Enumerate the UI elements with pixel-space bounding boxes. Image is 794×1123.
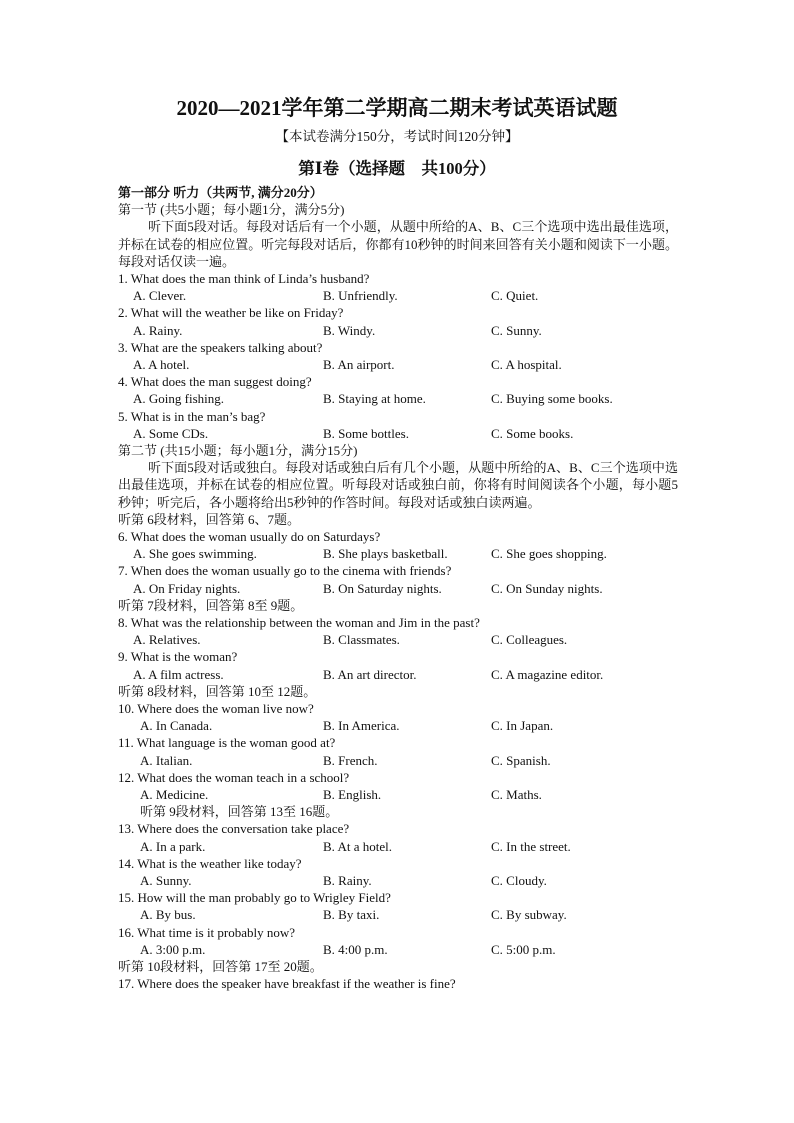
question-10: 10. Where does the woman live now? [118,700,314,716]
question-12: 12. What does the woman teach in a school? [118,769,350,785]
options-1 [118,287,678,304]
question-2: 2. What will the weather be like on Friday? [118,305,344,321]
question-1: 1. What does the man think of Linda’s husband? [118,271,370,287]
option-a: A. 3:00 p.m. [140,941,206,957]
option-a: A. On Friday nights. [133,580,241,596]
options-11 [118,752,678,769]
question-7: 7. When does the woman usually go to the cinema with friends? [118,563,452,579]
option-a: A. A hotel. [133,357,190,372]
option-a: A. Medicine. [140,786,209,802]
option-c: C. In the street. [491,838,571,854]
section2-instructions: 听下面5段对话或独白。每段对话或独白后有几个小题，从题中所给的A、B、C三个选项中选出最佳选项，并标在试卷的相应位置。听每段对话或独白前，你将有时间阅读各个小题，每小题5秒钟；听完后，各小题将给出5秒钟的作答时间。每段对话或独白读两遍。 [118,460,678,510]
option-c: C. Cloudy. [491,872,547,888]
volume-heading: 第Ⅰ卷（选择题 共100分） [298,159,496,178]
option-a: A. Going fishing. [133,391,224,407]
option-b: B. On Saturday nights. [323,580,442,596]
question-15: 15. How will the man probably go to Wrigley Field? [118,890,391,906]
option-c: C. She goes shopping. [491,546,607,562]
question-9: 9. What is the woman? [118,649,238,665]
question-6: 6. What does the woman usually do on Saturdays? [118,528,381,544]
material-9-note: 听第 9段材料，回答第 13至 16题。 [140,804,339,820]
option-b: B. Windy. [323,322,376,338]
options-2 [118,322,678,339]
option-a: A. In Canada. [140,718,213,734]
option-c: C. Sunny. [491,322,542,338]
options-12 [118,786,678,803]
option-c: C. By subway. [491,907,567,923]
options-9 [118,666,678,683]
option-a: A. Rainy. [133,322,183,338]
material-6-note: 听第 6段材料，回答第 6、7题。 [118,511,301,527]
question-14: 14. What is the weather like today? [118,855,302,871]
question-4: 4. What does the man suggest doing? [118,374,312,390]
part1-heading: 第一部分 听力（共两节, 满分20分） [118,185,323,200]
option-c: C. Spanish. [491,752,551,768]
option-c: C. Maths. [491,786,542,802]
option-c: C. Colleagues. [491,632,568,648]
material-7-note: 听第 7段材料，回答第 8至 9题。 [118,597,304,613]
exam-title: 2020—2021学年第二学期高二期末考试英语试题 [176,96,618,120]
question-5: 5. What is in the man’s bag? [118,408,266,424]
option-c: C. Quiet. [491,288,539,304]
option-b: B. By taxi. [323,907,380,923]
question-8: 8. What was the relationship between the woman and Jim in the past? [118,614,480,630]
exam-subtitle: 【本试卷满分150分，考试时间120分钟】 [275,129,519,144]
option-a: A. In a park. [140,838,206,854]
option-c: C. On Sunday nights. [491,580,603,596]
option-a: A. Sunny. [140,872,192,888]
material-10-note: 听第 10段材料，回答第 17至 20题。 [118,958,323,974]
options-4 [118,390,678,407]
option-a: A. By bus. [140,907,196,923]
option-b: B. Rainy. [323,872,372,888]
options-10 [118,717,678,734]
section2-heading: 第二节 (共15小题；每小题1分，满分15分) [118,442,358,458]
option-b: B. Some bottles. [323,425,409,441]
options-13 [118,838,678,855]
options-8 [118,631,678,648]
option-b: B. Classmates. [323,632,400,648]
option-b: B. At a hotel. [323,838,392,854]
option-c: C. In Japan. [491,718,554,734]
option-c: C. A magazine editor. [491,666,604,682]
option-b: B. Unfriendly. [323,288,398,304]
option-c: C. Some books. [491,425,574,441]
option-a: A. Clever. [133,288,187,304]
option-a: A. Some CDs. [133,425,209,441]
option-b: B. English. [323,786,382,802]
option-b: B. An airport. [323,357,395,372]
option-a: A. Relatives. [133,632,201,648]
options-14 [118,872,678,889]
option-a: A. She goes swimming. [133,546,257,562]
question-11: 11. What language is the woman good at? [118,735,336,751]
question-3: 3. What are the speakers talking about? [118,339,323,355]
option-b: B. An art director. [323,666,417,682]
question-13: 13. Where does the conversation take place? [118,821,350,837]
option-c: C. 5:00 p.m. [491,941,556,957]
options-5 [118,425,678,442]
option-a: A. Italian. [140,752,193,768]
option-c: C. Buying some books. [491,391,613,407]
options-3 [118,356,678,373]
options-15 [118,906,678,923]
option-b: B. In America. [323,718,400,734]
option-b: B. 4:00 p.m. [323,941,388,957]
options-7 [118,580,678,597]
options-16 [118,941,678,958]
question-16: 16. What time is it probably now? [118,924,296,940]
section1-heading: 第一节 (共5小题；每小题1分，满分5分) [118,202,345,218]
section1-instructions: 听下面5段对话。每段对话后有一个小题，从题中所给的A、B、C三个选项中选出最佳选项，并标在试卷的相应位置。听完每段对话后，你都有10秒钟的时间来回答有关小题和阅读下一小题。每段对话仅读一遍。 [118,219,678,269]
option-b: B. French. [323,752,378,768]
exam-body [118,184,678,992]
material-8-note: 听第 8段材料，回答第 10至 12题。 [118,683,317,699]
question-17: 17. Where does the speaker have breakfast if the weather is fine? [118,976,456,992]
option-b: B. Staying at home. [323,391,426,407]
options-6 [118,545,678,562]
option-c: C. A hospital. [491,357,562,372]
option-b: B. She plays basketball. [323,546,448,562]
option-a: A. A film actress. [133,666,224,682]
